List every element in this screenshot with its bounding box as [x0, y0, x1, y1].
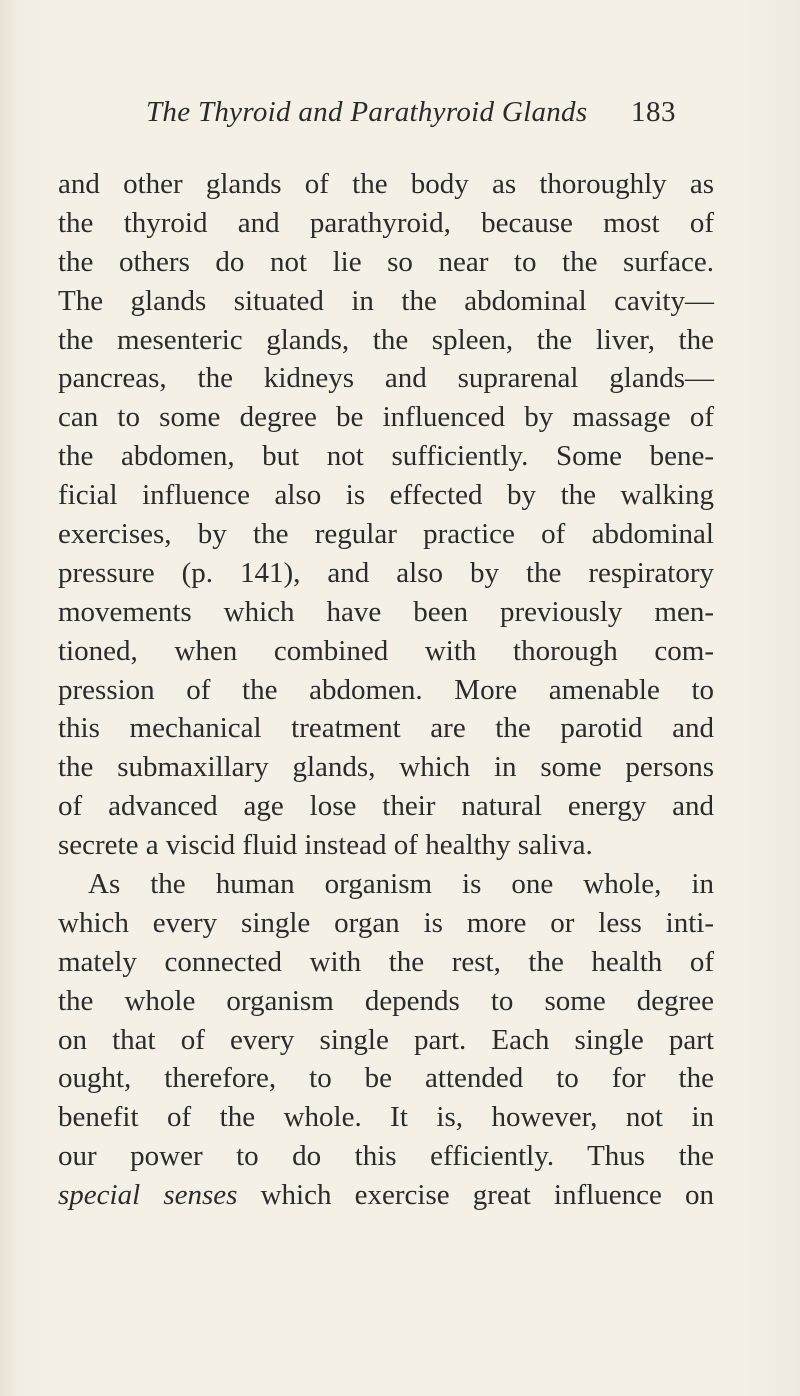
text-line: the abdomen, but not sufficiently. Some bene-: [58, 440, 714, 473]
text-line: the mesenteric glands, the spleen, the liver, the: [58, 323, 714, 356]
text-line: benefit of the whole. It is, however, not in: [58, 1101, 714, 1134]
text-line: mately connected with the rest, the health of: [58, 945, 714, 978]
text-line: this mechanical treatment are the parotid and: [58, 712, 714, 745]
page-number: 183: [631, 96, 676, 128]
text-line: the whole organism depends to some degree: [58, 984, 714, 1017]
text-line: secrete a viscid fluid instead of healthy saliva.: [58, 829, 593, 862]
text-line: ought, therefore, to be attended to for the: [58, 1062, 714, 1095]
text-line: pressure (p. 141), and also by the respiratory: [58, 556, 714, 589]
paragraph-start-line: As the human organism is one whole, in: [88, 868, 714, 901]
text-line: The glands situated in the abdominal cavity—: [58, 284, 714, 317]
text-line: movements which have been previously men-: [58, 595, 714, 628]
text-line: ficial influence also is effected by the walking: [58, 479, 714, 512]
text-line: the others do not lie so near to the surface.: [58, 245, 714, 278]
text-line: pression of the abdomen. More amenable to: [58, 673, 714, 706]
text-line: which every single organ is more or less inti-: [58, 906, 714, 939]
italic-phrase: special senses: [58, 1179, 238, 1212]
running-head-title: The Thyroid and Parathyroid Glands: [146, 96, 588, 128]
text-line: the thyroid and parathyroid, because most of: [58, 206, 714, 239]
text-line: and other glands of the body as thoroughly as: [58, 168, 714, 200]
text-line-rest: which exercise great influence on: [237, 1179, 714, 1212]
text-line: pancreas, the kidneys and suprarenal glands—: [58, 362, 714, 395]
text-line: can to some degree be influenced by massage of: [58, 401, 714, 434]
text-line-final: [58, 1176, 714, 1215]
body-text: [58, 165, 714, 1215]
running-head: [146, 96, 676, 138]
text-line: tioned, when combined with thorough com-: [58, 634, 714, 667]
text-line: exercises, by the regular practice of abdominal: [58, 518, 714, 551]
text-line: of advanced age lose their natural energy and: [58, 790, 714, 823]
text-line: the submaxillary glands, which in some persons: [58, 751, 714, 784]
text-line: on that of every single part. Each single part: [58, 1023, 714, 1056]
text-line: our power to do this efficiently. Thus the: [58, 1140, 714, 1173]
